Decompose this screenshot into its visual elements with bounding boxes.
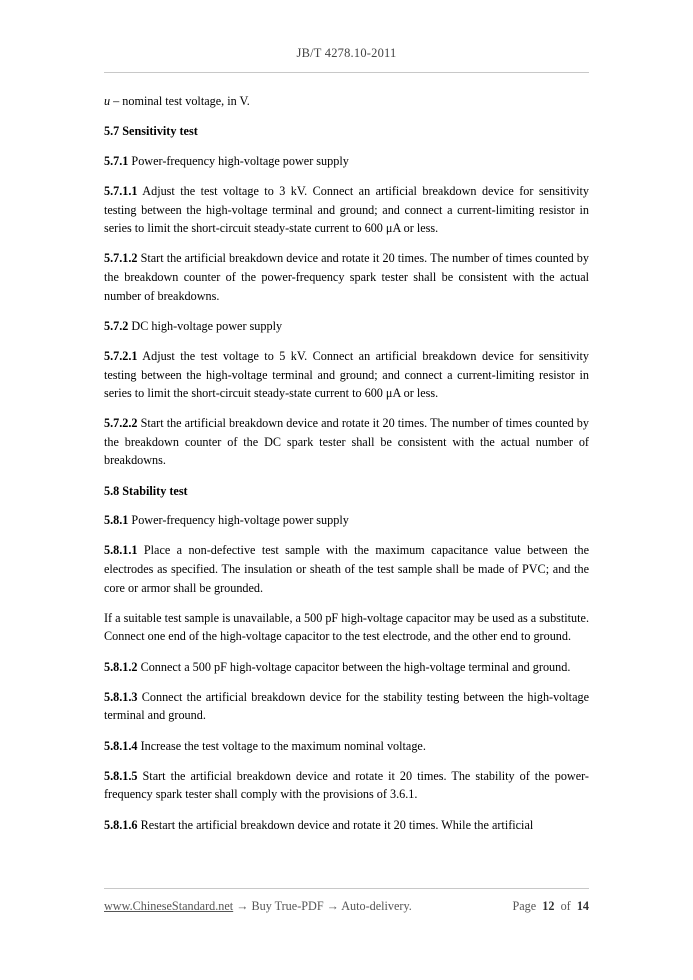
section-heading bbox=[104, 482, 589, 501]
clause-paragraph bbox=[104, 414, 589, 470]
clause-paragraph bbox=[104, 688, 589, 725]
clause-paragraph bbox=[104, 767, 589, 804]
footer-promo bbox=[104, 899, 412, 914]
clause-text: Connect a 500 pF high-voltage capacitor between the high-voltage terminal and ground. bbox=[137, 659, 571, 674]
auto-delivery-text: Auto-delivery. bbox=[341, 899, 412, 913]
clause-number: 5.8.1.5 bbox=[104, 768, 138, 783]
page-label: Page bbox=[512, 899, 537, 913]
clause-text: Place a non-defective test sample with the maximum capacitance value between the electrodes as specified. The insulation or sheath of the test sample shall be made of PVC; and the core or armor shall be grounded. bbox=[104, 543, 589, 595]
clause-number: 5.7.1.1 bbox=[104, 183, 138, 198]
clause-text: Start the artificial breakdown device and rotate it 20 times. The number of times counted by the breakdown counter of the power-frequency spark tester shall be consistent with the actual number of breakdowns. bbox=[104, 251, 589, 303]
page-total: 14 bbox=[576, 899, 589, 913]
clause-text: Start the artificial breakdown device and rotate it 20 times. The stability of the power-frequency spark tester shall comply with the provisions of 3.6.1. bbox=[104, 768, 589, 802]
clause-paragraph bbox=[104, 152, 589, 171]
clause-text: Adjust the test voltage to 5 kV. Connect an artificial breakdown device for sensitivity testing between the high-voltage terminal and ground; and connect a current-limiting resistor in series to limit the short-circuit steady-state current to 600 μA or less. bbox=[104, 348, 589, 401]
clause-paragraph bbox=[104, 658, 589, 677]
clause-paragraph bbox=[104, 816, 589, 835]
buy-pdf-text: Buy True-PDF bbox=[251, 899, 324, 913]
clause-paragraph bbox=[104, 347, 589, 403]
page-indicator bbox=[512, 899, 589, 914]
clause-number: 5.8.1.3 bbox=[104, 689, 138, 704]
clause-text: DC high-voltage power supply bbox=[128, 318, 283, 333]
intro-line bbox=[104, 92, 589, 111]
clause-paragraph bbox=[104, 511, 589, 530]
clause-number: 5.7.1.2 bbox=[104, 251, 138, 266]
clause-text: Power-frequency high-voltage power supply bbox=[128, 513, 349, 528]
clause-text: If a suitable test sample is unavailable, a 500 pF high-voltage capacitor may be used as a substitute. Connect one end of the high-voltage capacitor to the test electrode, and the other end to ground. bbox=[104, 610, 589, 644]
clause-text: Adjust the test voltage to 3 kV. Connect an artificial breakdown device for sensitivity testing between the high-voltage terminal and ground; and connect a current-limiting resistor in series to limit the short-circuit steady-state current to 600 μA or less. bbox=[104, 183, 589, 236]
document-header bbox=[0, 46, 693, 61]
section-heading bbox=[104, 122, 589, 141]
clause-number: 5.7.2 bbox=[104, 318, 129, 333]
clause-text: Connect the artificial breakdown device for the stability testing between the high-voltage terminal and ground. bbox=[104, 689, 589, 723]
clause-number: 5.8.1.6 bbox=[104, 817, 138, 832]
page-of: of bbox=[560, 899, 571, 913]
clause-paragraph bbox=[104, 182, 589, 238]
clause-paragraph bbox=[104, 317, 589, 336]
heading-text: 5.8 Stability test bbox=[104, 483, 188, 498]
clause-text: Start the artificial breakdown device and rotate it 20 times. The number of times counted by the breakdown counter of the DC spark tester shall be consistent with the actual number of breakdowns. bbox=[104, 416, 589, 468]
clause-paragraph bbox=[104, 249, 589, 305]
clause-number: 5.7.2.2 bbox=[104, 416, 138, 431]
clause-number: 5.7.1 bbox=[104, 153, 129, 168]
arrow-separator-2: → bbox=[323, 899, 342, 913]
clause-text: Power-frequency high-voltage power supply bbox=[128, 153, 349, 168]
clause-number: 5.8.1.1 bbox=[104, 543, 138, 558]
sections-container bbox=[104, 122, 589, 834]
clause-paragraph bbox=[104, 541, 589, 597]
arrow-separator-1: → bbox=[233, 899, 252, 913]
clause-paragraph bbox=[104, 609, 589, 646]
heading-text: 5.7 Sensitivity test bbox=[104, 124, 198, 139]
clause-text: Restart the artificial breakdown device and rotate it 20 times. While the artificial bbox=[137, 817, 534, 832]
clause-paragraph bbox=[104, 737, 589, 756]
page-current: 12 bbox=[542, 899, 555, 913]
clause-number: 5.8.1 bbox=[104, 513, 129, 528]
footer-divider bbox=[104, 888, 589, 889]
document-code: JB/T 4278.10-2011 bbox=[296, 46, 397, 60]
clause-number: 5.7.2.1 bbox=[104, 348, 138, 363]
document-body bbox=[104, 92, 589, 846]
intro-variable: u bbox=[104, 94, 111, 108]
clause-text: Increase the test voltage to the maximum nominal voltage. bbox=[137, 738, 426, 753]
intro-text: – nominal test voltage, in V. bbox=[110, 94, 250, 108]
header-divider bbox=[104, 72, 589, 73]
website-link[interactable]: www.ChineseStandard.net bbox=[104, 899, 234, 913]
clause-number: 5.8.1.4 bbox=[104, 738, 138, 753]
clause-number: 5.8.1.2 bbox=[104, 659, 138, 674]
